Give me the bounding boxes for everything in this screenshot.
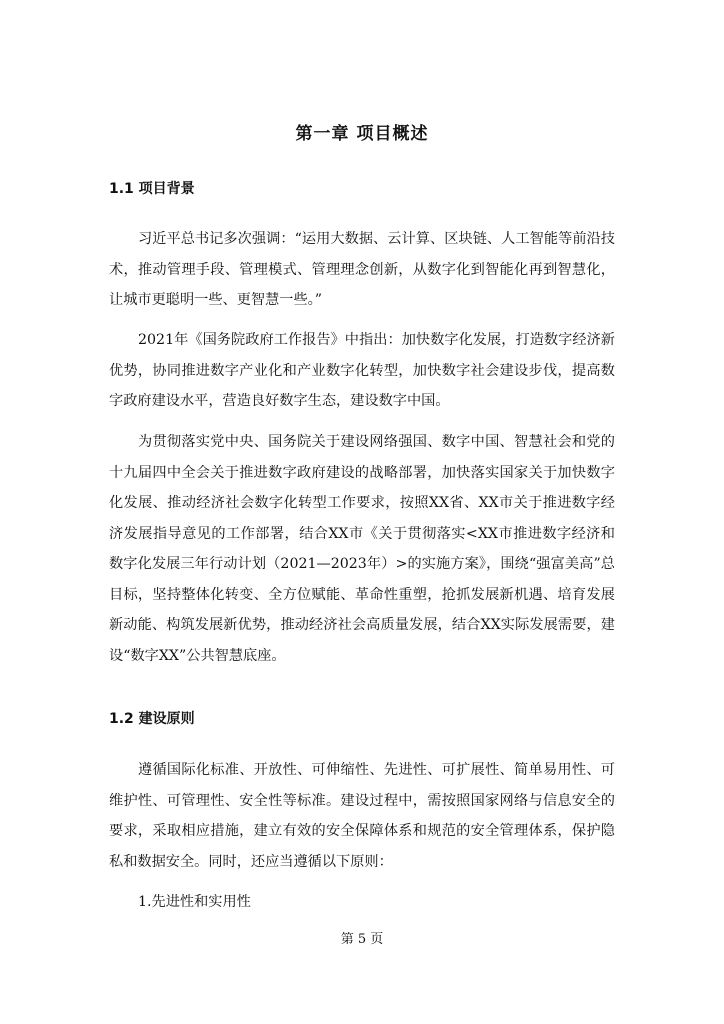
page-number: 第 5 页 bbox=[340, 932, 384, 947]
section-heading-principles: 1.2 建设原则 bbox=[109, 711, 195, 727]
list-item-principle-1: 1.先进性和实用性 bbox=[138, 894, 251, 910]
paragraph-background-2: 2021年《国务院政府工作报告》中指出：加快数字化发展，打造数字经济新优势，协同推进数字产业化和产业数字化转型，加快数字社会建设步伐，提高数字政府建设水平，营造良好数字生态，建设数字中国。 bbox=[109, 332, 615, 409]
paragraph-principles-1: 遵循国际化标准、开放性、可伸缩性、先进性、可扩展性、简单易用性、可维护性、可管理性、安全性等标准。建设过程中，需按照国家网络与信息安全的要求，采取相应措施，建立有效的安全保障体系和规范的安全管理体系，保护隐私和数据安全。同时，还应当遵循以下原则： bbox=[109, 762, 615, 870]
paragraph-background-3: 为贯彻落实党中央、国务院关于建设网络强国、数字中国、智慧社会和党的十九届四中全会关于推进数字政府建设的战略部署，加快落实国家关于加快数字化发展、推动经济社会数字化转型工作要求，按照XX省、XX市关于推进数字经济发展指导意见的工作部署，结合XX市《关于贯彻落实<XX市推进数字经济和数字化发展三年行动计划（2021—2023年）>的实施方案》，围绕“强富美高”总目标，坚持整体化转变、全方位赋能、革命性重塑，抢抓发展新机遇、培育发展新动能、构筑发展新优势，推动经济社会高质量发展，结合XX实际发展需要，建设“数字XX”公共智慧底座。 bbox=[109, 434, 615, 664]
paragraph-background-1: 习近平总书记多次强调：“运用大数据、云计算、区块链、人工智能等前沿技术，推动管理手段、管理模式、管理理念创新，从数字化到智能化再到智慧化，让城市更聪明一些、更智慧一些。” bbox=[109, 231, 615, 308]
section-heading-background: 1.1 项目背景 bbox=[109, 181, 195, 197]
chapter-title: 第一章 项目概述 bbox=[295, 124, 429, 144]
